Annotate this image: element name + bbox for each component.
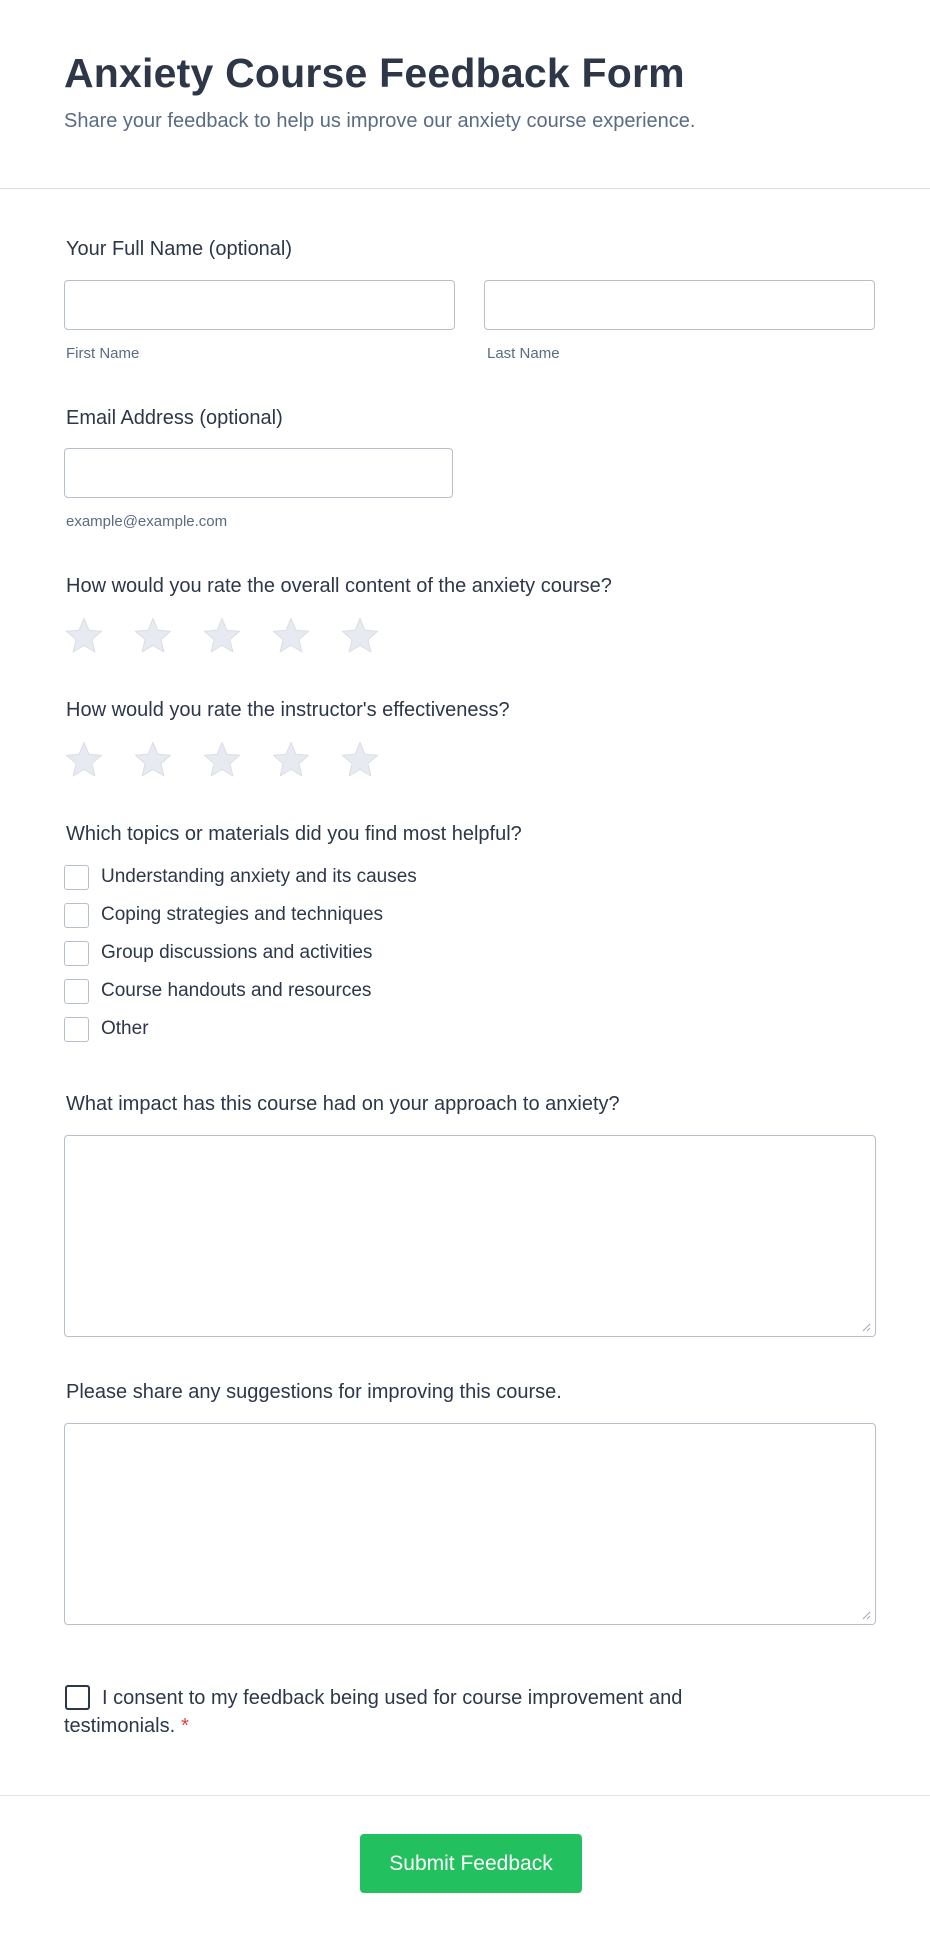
suggestions-textarea[interactable] [64,1423,876,1625]
full-name-label: Your Full Name (optional) [66,238,293,260]
star-icon[interactable] [271,740,311,780]
resize-grip-icon[interactable] [862,1611,871,1620]
email-sublabel: example@example.com [66,513,228,530]
content-rating-stars [64,616,394,656]
suggestions-label: Please share any suggestions for improving this course. [66,1381,562,1403]
topic-option-label: Other [101,1018,149,1039]
topic-option[interactable] [64,864,417,890]
submit-button[interactable]: Submit Feedback [360,1834,582,1893]
content-rating-label: How would you rate the overall content of the anxiety course? [66,575,612,597]
resize-grip-icon[interactable] [862,1323,871,1332]
topic-option[interactable] [64,978,371,1004]
last-name-input[interactable] [484,280,875,330]
topics-label: Which topics or materials did you find most helpful? [66,823,522,845]
star-icon[interactable] [271,616,311,656]
checkbox[interactable] [64,979,89,1004]
consent-label [64,1684,784,1740]
star-icon[interactable] [202,740,242,780]
checkbox[interactable] [64,903,89,928]
star-icon[interactable] [64,616,104,656]
required-asterisk: * [181,1715,189,1737]
form-subtitle: Share your feedback to help us improve our anxiety course experience. [64,110,696,132]
topic-option-label: Understanding anxiety and its causes [101,866,417,887]
star-icon[interactable] [64,740,104,780]
instructor-rating-stars [64,740,394,780]
consent-text: I consent to my feedback being used for course improvement and testimonials. [64,1687,683,1737]
checkbox[interactable] [64,1017,89,1042]
star-icon[interactable] [133,616,173,656]
topic-option-label: Coping strategies and techniques [101,904,384,925]
form-title: Anxiety Course Feedback Form [64,50,685,96]
first-name-sublabel: First Name [66,345,140,362]
topic-option[interactable] [64,1016,149,1042]
instructor-rating-label: How would you rate the instructor's effectiveness? [66,699,510,721]
impact-label: What impact has this course had on your approach to anxiety? [66,1093,620,1115]
topic-option[interactable] [64,940,372,966]
form-header [0,0,930,189]
topic-option[interactable] [64,902,383,928]
first-name-input[interactable] [64,280,455,330]
impact-textarea[interactable] [64,1135,876,1337]
star-icon[interactable] [340,740,380,780]
topic-option-label: Group discussions and activities [101,942,373,963]
last-name-sublabel: Last Name [487,345,560,362]
star-icon[interactable] [133,740,173,780]
topic-option-label: Course handouts and resources [101,980,372,1001]
email-label: Email Address (optional) [66,407,283,429]
checkbox[interactable] [64,865,89,890]
footer-divider [0,1795,930,1796]
email-input[interactable] [64,448,453,498]
checkbox[interactable] [64,941,89,966]
star-icon[interactable] [202,616,242,656]
star-icon[interactable] [340,616,380,656]
